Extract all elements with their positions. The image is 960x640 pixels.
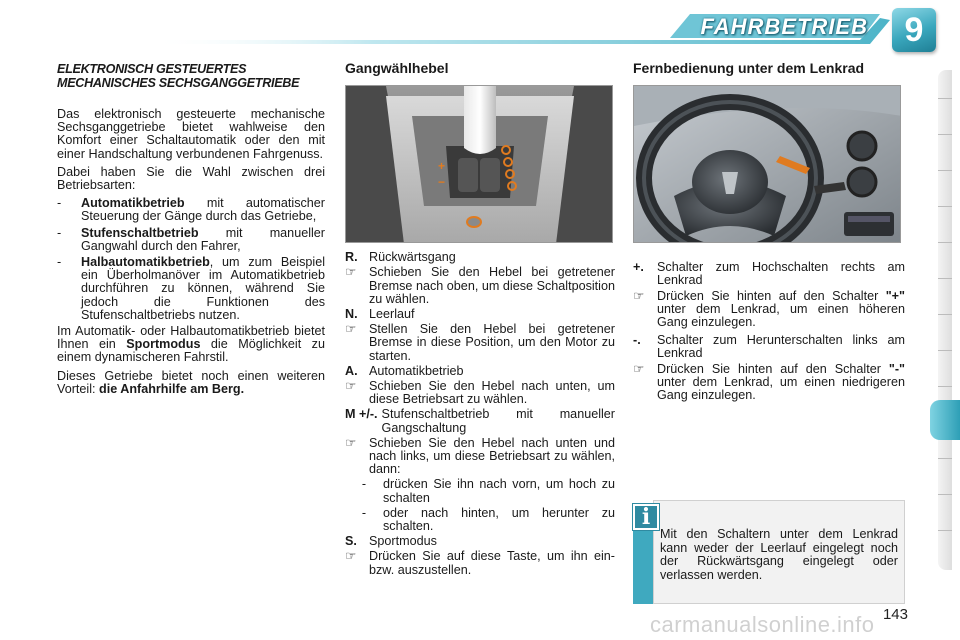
sport-mode-paragraph <box>57 325 325 365</box>
side-tab-divider <box>938 314 952 315</box>
list-item <box>633 290 905 330</box>
side-tab-divider <box>938 458 952 459</box>
item-text: oder nach hinten, um herunter zu schalten. <box>383 505 615 534</box>
text-run: Dieses Getriebe bietet noch einen weiteren Vorteil: <box>57 368 325 396</box>
chapter-title: FAHRBETRIEB <box>700 14 868 39</box>
item-text: Schieben Sie den Hebel nach unten und nach links, um diese Betriebsart zu wählen, dann: <box>369 435 615 477</box>
side-tab-divider <box>938 134 952 135</box>
section-heading: Gangwählhebel <box>345 60 449 76</box>
gear-selector-illustration <box>346 86 613 243</box>
mode-term: Stufenschaltbetrieb <box>81 225 199 240</box>
list-item <box>633 261 905 287</box>
chapter-number-badge: 9 <box>892 8 936 52</box>
info-note-text: Mit den Schaltern unter dem Lenkrad kann weder der Leerlauf eingelegt noch der Rückwärtsgang eingelegt oder verlassen werden. <box>660 527 898 582</box>
section-heading-line: ELEKTRONISCH GESTEUERTES <box>57 62 247 76</box>
side-tab-divider <box>938 206 952 207</box>
mode-list-item <box>57 256 325 322</box>
list-item <box>345 408 615 434</box>
item-text: Rückwärtsgang <box>369 250 456 265</box>
mode-list-item <box>57 197 325 223</box>
list-marker: - <box>57 225 62 240</box>
gear-selector-photo <box>345 85 613 243</box>
item-text: Sportmodus <box>369 534 437 549</box>
hand-pointer-icon: ☞ <box>345 322 357 337</box>
minus-label: − <box>438 175 446 190</box>
steering-wheel-photo <box>633 85 901 243</box>
info-note-bar <box>633 520 653 604</box>
text-run: Drücken Sie hinten auf den Schalter <box>657 361 889 376</box>
side-tab-divider <box>938 350 952 351</box>
side-tab-active <box>930 400 960 440</box>
page-header <box>0 0 960 64</box>
item-key: -. <box>633 333 641 348</box>
item-key: +. <box>633 260 644 275</box>
watermark: carmanualsonline.info <box>650 612 875 637</box>
item-text: Schieben Sie den Hebel nach unten, um diese Betriebsart zu wählen. <box>369 379 615 407</box>
item-key: A. <box>345 363 358 378</box>
hand-pointer-icon: ☞ <box>345 549 357 564</box>
list-item <box>345 507 615 533</box>
item-text: Automatikbetrieb <box>369 363 464 378</box>
switch-label: "+" <box>885 288 905 303</box>
switch-label: "-" <box>888 361 905 376</box>
item-key: N. <box>345 307 358 322</box>
section-heading: Fernbedienung unter dem Lenkrad <box>633 60 865 76</box>
item-key: R. <box>345 250 358 265</box>
hand-pointer-icon: ☞ <box>633 288 645 303</box>
list-item <box>345 478 615 504</box>
item-text: drücken Sie ihn nach vorn, um hoch zu schalten <box>383 477 615 505</box>
side-tab-divider <box>938 278 952 279</box>
hill-assist-paragraph <box>57 370 325 396</box>
list-item <box>345 308 615 321</box>
sport-mode-term: Sportmodus <box>126 337 201 352</box>
list-item <box>633 334 905 360</box>
info-icon: i <box>633 504 659 530</box>
text-run: die Möglichkeit zu einem dynamischeren Fahrstil. <box>57 337 325 365</box>
page-number: 143 <box>882 606 908 623</box>
text-run: Drücken Sie hinten auf den Schalter <box>657 288 886 303</box>
hill-assist-term: die Anfahrhilfe am Berg. <box>99 381 245 396</box>
side-tab-divider <box>938 530 952 531</box>
text-run: unter dem Lenkrad, um einen niedrigeren Gang einzulegen. <box>657 374 905 403</box>
right-column <box>633 62 905 404</box>
list-item <box>345 550 615 576</box>
item-text: Stellen Sie den Hebel bei getretener Bremse in diese Position, um den Motor zu starten. <box>369 322 615 363</box>
steering-wheel-illustration <box>634 86 901 243</box>
mode-term: Halbautomatikbetrieb <box>81 255 210 270</box>
plus-label: + <box>438 159 446 174</box>
hand-pointer-icon: ☞ <box>345 265 357 280</box>
list-item <box>633 363 905 403</box>
list-item <box>345 535 615 548</box>
mode-term: Automatikbetrieb <box>81 196 185 211</box>
choice-intro-paragraph: Dabei haben Sie die Wahl zwischen drei Betriebsarten: <box>57 164 325 193</box>
side-tab-rail <box>938 70 952 570</box>
item-text: Schalter zum Herunterschalten links am Lenkrad <box>657 333 905 361</box>
hand-pointer-icon: ☞ <box>345 379 357 394</box>
list-marker: - <box>361 477 367 492</box>
mode-description: , um zum Beispiel ein Überholmanöver im Automatikbetrieb durchführen zu können, während Sie jedoch die Funktionen des Stufenschaltbetriebs nutzen. <box>81 255 325 322</box>
mode-description: mit manueller Gangwahl durch den Fahrer, <box>81 225 325 253</box>
item-text: Stufenschaltbetrieb mit manueller Gangschaltung <box>381 407 615 435</box>
gear-position-list <box>345 251 615 577</box>
item-text: Schieben Sie den Hebel bei getretener Bremse nach oben, um diese Schaltposition zu wählen. <box>369 265 615 306</box>
chapter-side-tabs <box>930 70 960 570</box>
section-heading-line: MECHANISCHES SECHSGANGGETRIEBE <box>57 76 300 90</box>
mode-description: mit automatischer Steuerung der Gänge durch das Getriebe, <box>81 196 325 224</box>
item-text: Drücken Sie auf diese Taste, um ihn ein- bzw. auszustellen. <box>369 549 615 577</box>
side-tab-divider <box>938 170 952 171</box>
text-run: unter dem Lenkrad, um einen höheren Gang einzulegen. <box>657 301 905 330</box>
list-item <box>345 380 615 406</box>
mode-list-item <box>57 227 325 253</box>
list-item <box>345 323 615 363</box>
list-item <box>345 266 615 306</box>
item-key: S. <box>345 534 357 549</box>
paddle-list <box>633 261 905 402</box>
list-item <box>345 251 615 264</box>
list-marker: - <box>361 505 367 520</box>
item-text: Schalter zum Hochschalten rechts am Lenkrad <box>657 260 905 288</box>
list-marker: - <box>57 255 62 270</box>
side-tab-divider <box>938 386 952 387</box>
list-item <box>345 437 615 477</box>
side-tab-divider <box>938 98 952 99</box>
item-key: M +/-. <box>345 407 378 422</box>
intro-paragraph: Das elektronisch gesteuerte mechanische Sechsganggetriebe bietet wahlweise den Komfort einer Schaltautomatik oder den mit einer Handschaltung verbundenen Fahrgenuss. <box>57 107 325 161</box>
list-item <box>345 365 615 378</box>
middle-column <box>345 62 615 579</box>
side-tab-divider <box>938 494 952 495</box>
text-run: Im Automatik- oder Halbautomatikbetrieb bietet Ihnen ein <box>57 324 325 352</box>
hand-pointer-icon: ☞ <box>633 361 645 376</box>
info-note <box>633 500 905 604</box>
side-tab-divider <box>938 242 952 243</box>
hand-pointer-icon: ☞ <box>345 435 357 450</box>
item-text: Leerlauf <box>369 307 415 322</box>
section-heading <box>57 62 325 90</box>
left-column <box>57 62 325 401</box>
list-marker: - <box>57 196 62 211</box>
